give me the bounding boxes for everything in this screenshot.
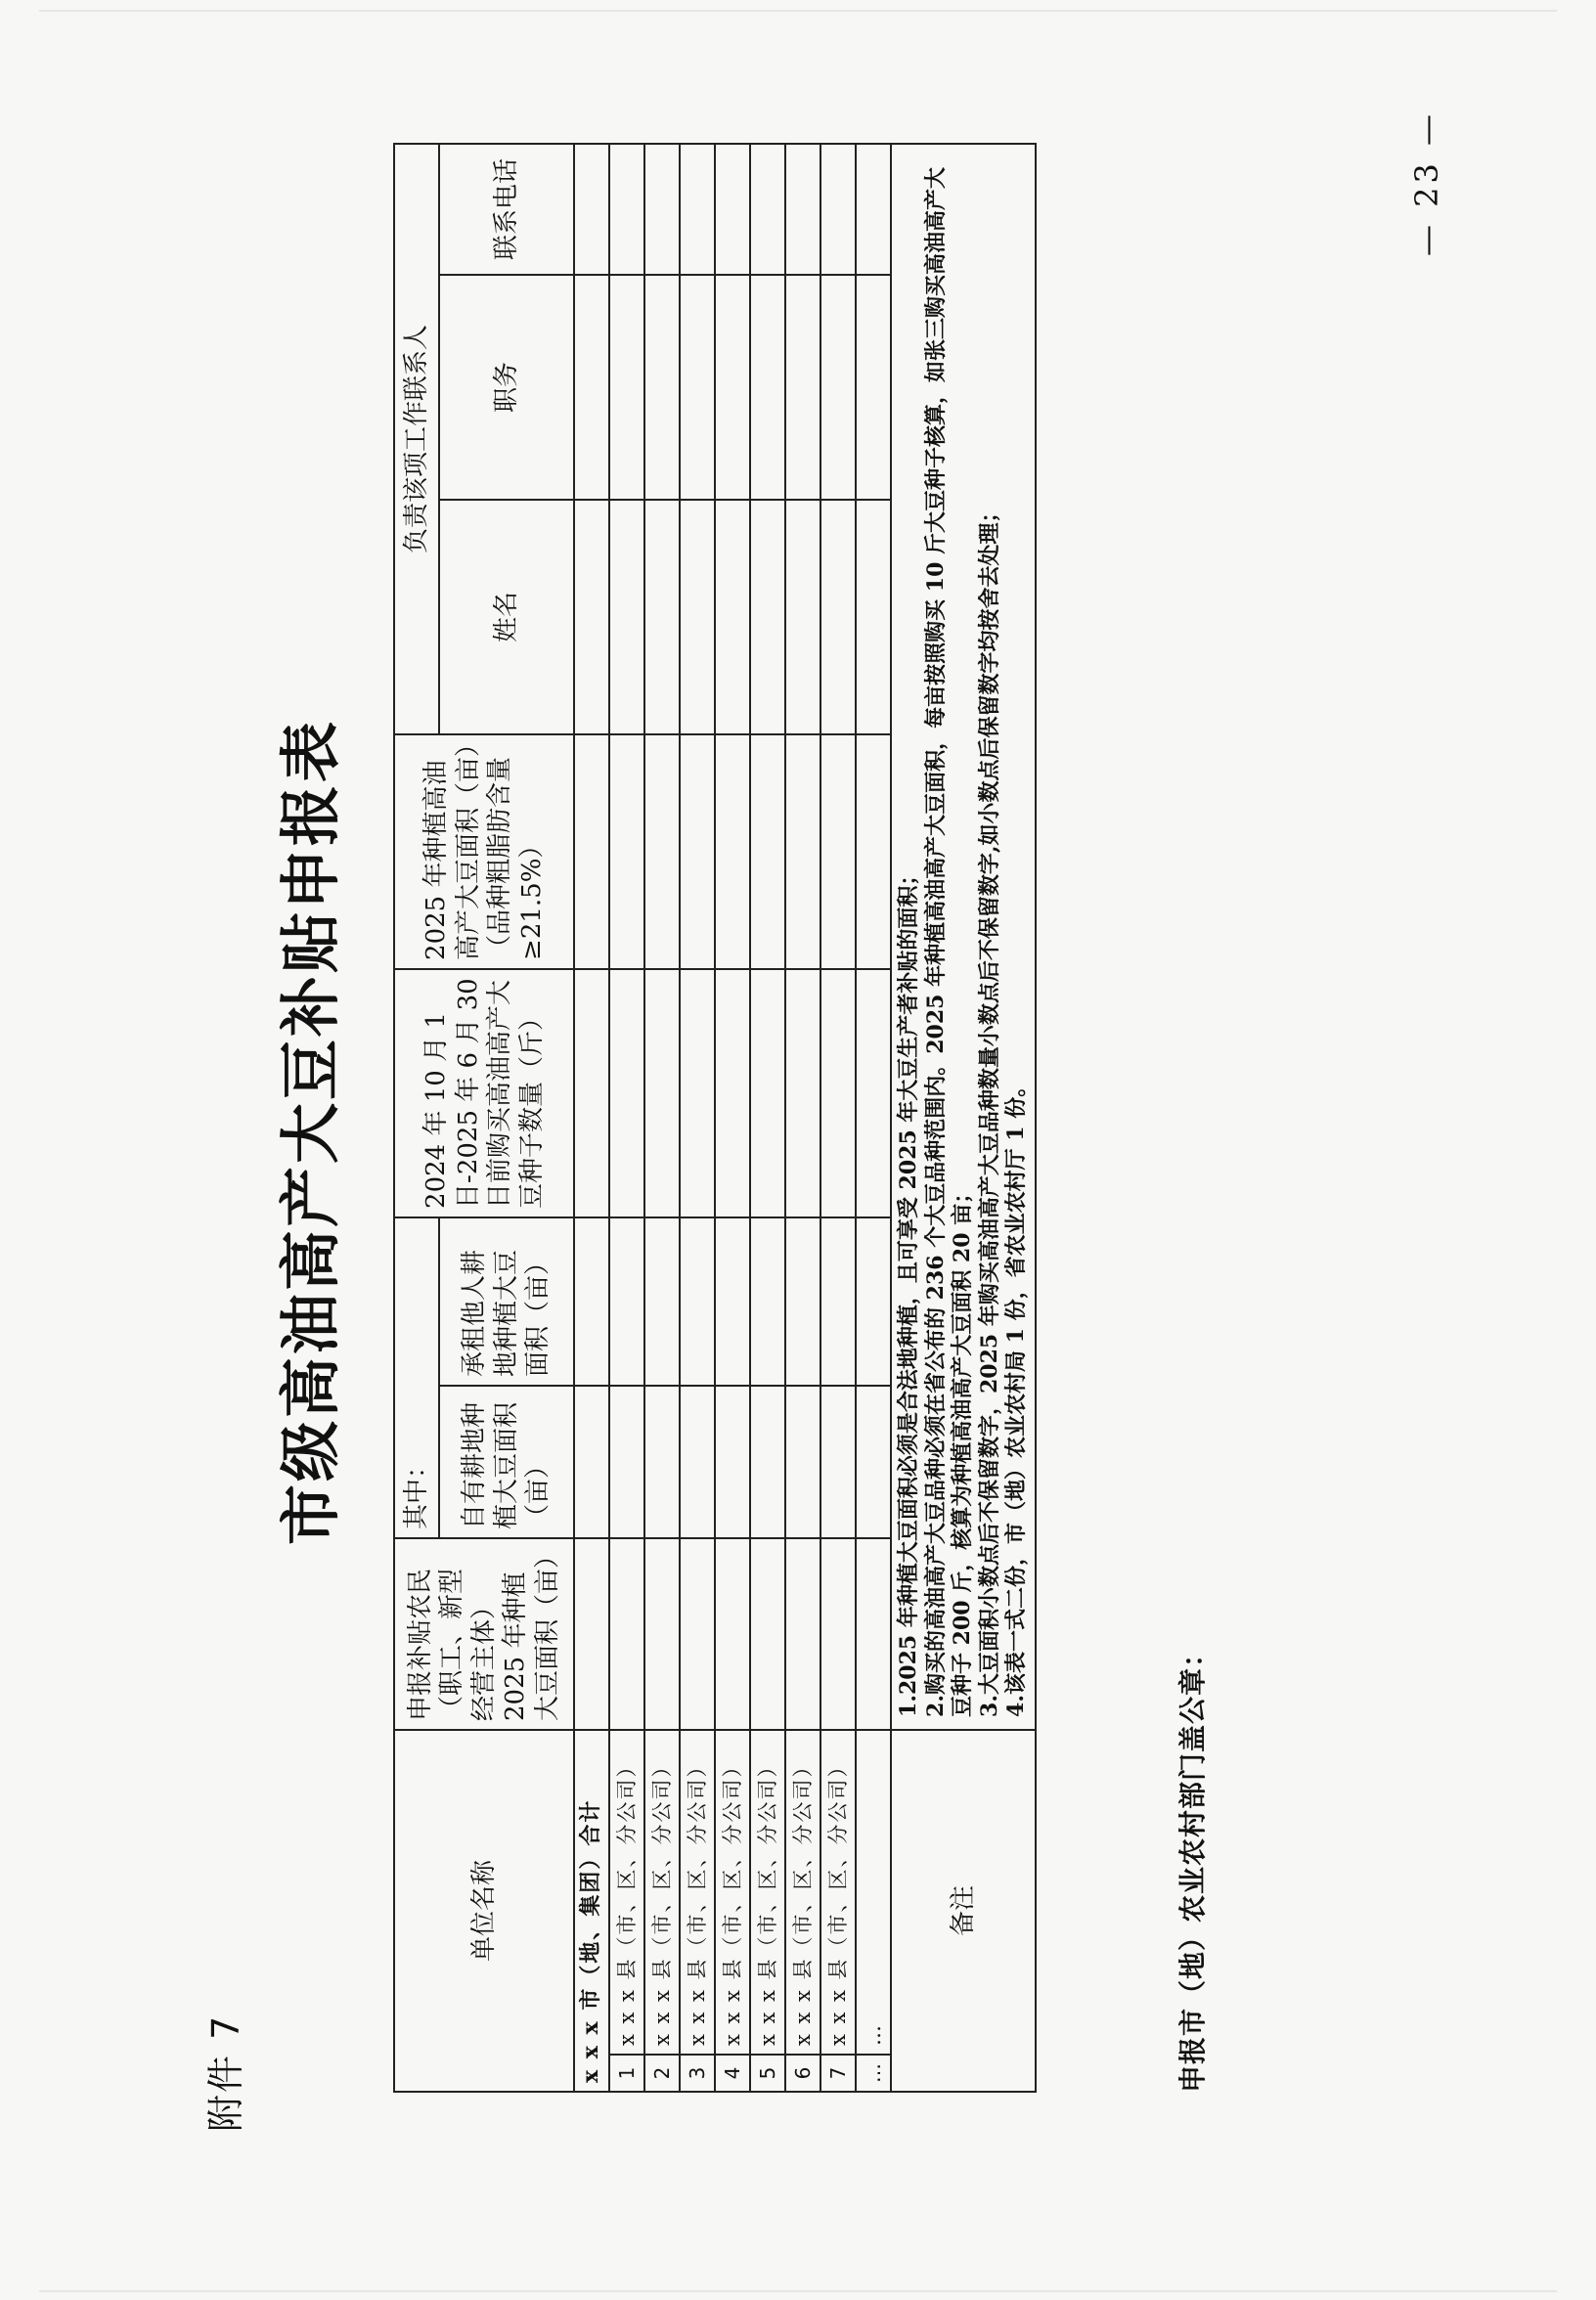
table-cell [609,1217,644,1386]
header-contact-group: 负责该项工作联系人 [394,144,439,734]
table-row [820,144,856,2092]
table-cell [644,1386,680,1538]
row-index: 2 [644,2055,680,2092]
table-cell [820,1386,856,1538]
table-cell [785,1217,820,1386]
table-cell [820,734,856,969]
table-cell [680,144,715,275]
row-index: 3 [680,2055,715,2092]
table-cell [644,500,680,734]
table-cell [820,144,856,275]
row-index: 7 [820,2055,856,2092]
table-cell [856,969,891,1217]
table-cell [715,1217,750,1386]
row-index: 4 [715,2055,750,2092]
remarks-label: 备注 [891,1730,1036,2092]
table-cell [574,734,609,969]
table-cell [715,1386,750,1538]
table-cell [785,1538,820,1730]
table-cell [644,969,680,1217]
table-cell [785,500,820,734]
header-row-1 [394,144,439,2092]
table-cell [856,144,891,275]
note-4: 4.该表一式二份，市（地）农业农村局 1 份，省农业农村厅 1 份。 [1003,1075,1029,1717]
total-row-label: x x x 市（地、集团）合计 [574,1730,609,2092]
table-cell [680,275,715,500]
row-unit-name: x x x 县（市、区、分公司） [750,1730,785,2055]
header-contact-name: 姓名 [439,500,574,734]
table-cell [750,1386,785,1538]
table-cell [750,734,785,969]
table-cell [750,144,785,275]
header-contact-phone: 联系电话 [439,144,574,275]
header-own-land: 自有耕地种植大豆面积（亩） [439,1386,574,1538]
table-row [750,144,785,2092]
table-cell [609,275,644,500]
table-cell [609,144,644,275]
subsidy-application-table [393,143,1037,2093]
table-cell [785,1386,820,1538]
table-cell [715,734,750,969]
table-cell [715,144,750,275]
row-unit-name: x x x 县（市、区、分公司） [820,1730,856,2055]
header-reported-area: 申报补贴农民（职工、新型经营主体）2025 年种植大豆面积（亩） [394,1538,574,1730]
table-cell [574,1538,609,1730]
note-3: 3.大豆面积小数点后不保留数字，2025 年购买高油高产大豆品种数量小数点后不保留数字,如小数点后保留数字均按舍去处理； [976,501,1002,1717]
table-cell [680,1217,715,1386]
table-cell [820,275,856,500]
table-cell [680,734,715,969]
table-cell [609,734,644,969]
table-cell [609,500,644,734]
table-cell [574,1217,609,1386]
table-cell [750,275,785,500]
table-cell [750,969,785,1217]
header-high-oil-area: 2025 年种植高油高产大豆面积（亩）（品种粗脂肪含量≥21.5%） [394,734,574,969]
table-cell [750,1217,785,1386]
table-cell [785,275,820,500]
remarks-notes [891,144,1036,1730]
table-cell [680,500,715,734]
table-cell [680,1386,715,1538]
header-of-which: 其中： [394,1217,439,1538]
table-cell [785,734,820,969]
row-index: 1 [609,2055,644,2092]
table-row [715,144,750,2092]
table-cell [715,969,750,1217]
table-row [680,144,715,2092]
table-cell [856,275,891,500]
table-cell [856,1217,891,1386]
table-cell [785,969,820,1217]
attachment-label: 附件 7 [204,2013,247,2132]
row-index: 6 [785,2055,820,2092]
header-leased-land: 承租他人耕地种植大豆面积（亩） [439,1217,574,1386]
table-cell [574,275,609,500]
table-cell [820,1538,856,1730]
table-cell [856,1538,891,1730]
table-cell [574,144,609,275]
header-contact-position: 职务 [439,275,574,500]
remarks-row [891,144,1036,2092]
table-cell [609,1538,644,1730]
table-cell [750,1538,785,1730]
table-cell [820,969,856,1217]
row-unit-name: x x x 县（市、区、分公司） [785,1730,820,2055]
table-cell [574,500,609,734]
table-cell [856,734,891,969]
table-cell [715,275,750,500]
table-cell [680,969,715,1217]
header-unit-name: 单位名称 [394,1730,574,2092]
table-cell [644,1538,680,1730]
table-cell [574,969,609,1217]
table-cell [856,1386,891,1538]
table-cell [785,144,820,275]
document-title: 市级高油高产大豆补贴申报表 [275,718,346,1545]
table-cell [715,1538,750,1730]
row-index: 5 [750,2055,785,2092]
table-cell [644,144,680,275]
row-unit-name: x x x 县（市、区、分公司） [715,1730,750,2055]
row-unit-name: x x x 县（市、区、分公司） [609,1730,644,2055]
table-cell [820,500,856,734]
header-seed-purchase: 2024 年 10 月 1 日-2025 年 6 月 30 日前购买高油高产大豆种子数量（斤） [394,969,574,1217]
table-row [644,144,680,2092]
table-cell [574,1386,609,1538]
row-index: … [856,2055,891,2092]
table-cell [609,1386,644,1538]
row-unit-name: x x x 县（市、区、分公司） [644,1730,680,2055]
row-unit-name: x x x 县（市、区、分公司） [680,1730,715,2055]
note-1: 1.2025 年种植大豆面积必须是合法地种植，且可享受 2025 年大豆生产者补贴的面积； [896,863,921,1717]
table-row-total [574,144,609,2092]
table-cell [680,1538,715,1730]
seal-line: 申报市（地）农业农村部门盖公章： [1176,1638,1209,2093]
table-cell [609,969,644,1217]
table-cell [644,1217,680,1386]
table-cell [644,734,680,969]
table-cell [715,500,750,734]
table-row [785,144,820,2092]
page-number: — 23 — [1408,110,1445,256]
row-unit-name: … [856,1730,891,2055]
table-cell [644,275,680,500]
note-2: 2.购买的高油高产大豆品种必须在省公布的 236 个大豆品种范围内。2025 年种植高油高产大豆面积，每亩按照购买 10 斤大豆种子核算，如张三购买高油高产大豆种子 200 斤，核算为种植高油高产大豆面积 20 亩； [922,166,975,1717]
table-row [609,144,644,2092]
table-cell [820,1217,856,1386]
table-cell [750,500,785,734]
table-row-ellipsis [856,144,891,2092]
table-cell [856,500,891,734]
